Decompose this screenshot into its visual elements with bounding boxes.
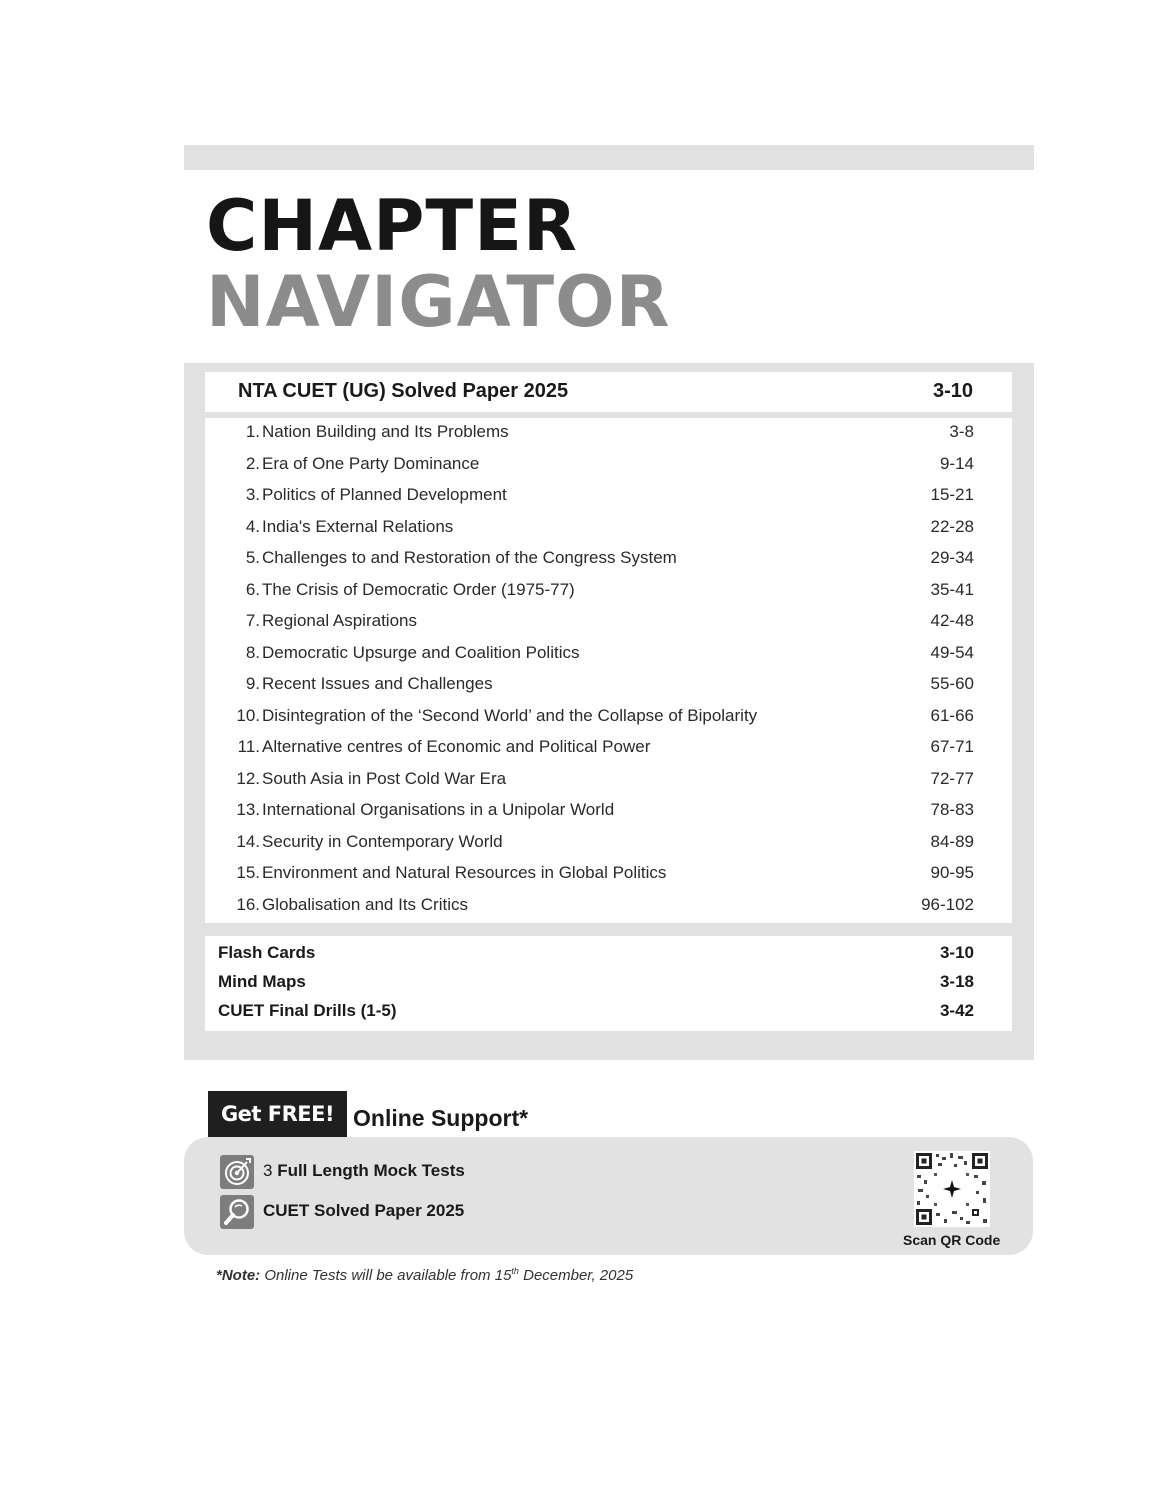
chapter-number: 3. — [245, 485, 260, 504]
chapter-row[interactable] — [205, 828, 1012, 859]
solved-paper-row[interactable] — [205, 372, 1012, 412]
chapter-title: International Organisations in a Unipolar World — [262, 800, 615, 819]
solved-paper-pages: 3-10 — [932, 380, 973, 402]
chapter-number: 12. — [236, 768, 260, 788]
extra-title: CUET Final Drills (1-5) — [218, 1001, 397, 1020]
target-icon — [220, 1155, 254, 1189]
chapter-list — [205, 418, 1012, 923]
chapter-title: Recent Issues and Challenges — [262, 674, 493, 693]
chapter-title: Politics of Planned Development — [262, 485, 507, 504]
chapter-row[interactable] — [205, 481, 1012, 512]
feature-solved-paper-label: CUET Solved Paper 2025 — [263, 1201, 465, 1220]
chapter-title: Challenges to and Restoration of the Congress System — [262, 548, 677, 567]
online-support-box — [184, 1137, 1033, 1255]
chapter-row[interactable] — [205, 513, 1012, 544]
chapter-pages: 84-89 — [930, 831, 974, 851]
chapter-pages: 42-48 — [930, 611, 974, 630]
chapter-row[interactable] — [205, 859, 1012, 890]
chapter-navigator-table — [184, 363, 1034, 1060]
chapter-row[interactable] — [205, 702, 1012, 733]
footnote-label: *Note: — [216, 1267, 261, 1284]
get-free-badge: Get FREE! — [208, 1091, 347, 1139]
chapter-row[interactable] — [205, 607, 1012, 638]
chapter-row[interactable] — [205, 544, 1012, 575]
chapter-title: South Asia in Post Cold War Era — [262, 768, 507, 788]
chapter-number: 16. — [236, 894, 260, 914]
chapter-row[interactable] — [205, 639, 1012, 670]
chapter-number: 4. — [245, 516, 260, 536]
qr-code-label: Scan QR Code — [903, 1232, 1001, 1248]
feature-mock-tests-count: 3 — [263, 1161, 278, 1180]
chapter-pages: 96-102 — [921, 894, 974, 914]
chapter-pages: 90-95 — [930, 863, 974, 882]
chapter-pages: 22-28 — [930, 516, 974, 536]
chapter-pages: 67-71 — [930, 737, 974, 756]
chapter-title: Regional Aspirations — [262, 611, 417, 630]
chapter-pages: 49-54 — [930, 642, 974, 662]
footnote-text: Online Tests will be available from 15 — [260, 1267, 512, 1284]
chapter-pages: 35-41 — [930, 579, 974, 599]
extra-title: Flash Cards — [218, 943, 316, 962]
chapter-row[interactable] — [205, 576, 1012, 607]
chapter-title: Security in Contemporary World — [262, 831, 503, 851]
extra-title: Mind Maps — [218, 972, 306, 991]
chapter-title: Globalisation and Its Critics — [262, 894, 468, 914]
extras-list — [205, 936, 1012, 1031]
chapter-title: The Crisis of Democratic Order (1975-77) — [262, 579, 575, 599]
feature-mock-tests[interactable] — [263, 1161, 465, 1181]
footnote-text-end: December, 2025 — [518, 1267, 634, 1284]
chapter-number: 10. — [236, 705, 260, 725]
chapter-title: Disintegration of the ‘Second World’ and the Collapse of Bipolarity — [262, 705, 758, 725]
page-title-chapter: CHAPTER — [206, 185, 578, 267]
chapter-pages: 9-14 — [939, 453, 974, 473]
chapter-number: 5. — [245, 548, 260, 567]
chapter-row[interactable] — [205, 796, 1012, 827]
extra-pages: 3-18 — [939, 972, 974, 991]
extra-pages: 3-10 — [939, 943, 974, 962]
chapter-row[interactable] — [205, 418, 1012, 449]
footnote-superscript: th — [511, 1266, 519, 1276]
chapter-title: Nation Building and Its Problems — [262, 422, 509, 441]
chapter-number: 2. — [245, 453, 260, 473]
magnifier-icon — [220, 1195, 254, 1229]
chapter-number: 15. — [236, 863, 260, 882]
chapter-number: 8. — [245, 642, 260, 662]
chapter-number: 7. — [245, 611, 260, 630]
chapter-number: 6. — [245, 579, 260, 599]
chapter-row[interactable] — [205, 765, 1012, 796]
chapter-number: 13. — [236, 800, 260, 819]
chapter-title: Democratic Upsurge and Coalition Politics — [262, 642, 580, 662]
chapter-number: 11. — [237, 737, 260, 756]
chapter-pages: 78-83 — [930, 800, 974, 819]
chapter-row[interactable] — [205, 891, 1012, 922]
extra-pages: 3-42 — [939, 1001, 974, 1020]
feature-mock-tests-label: Full Length Mock Tests — [277, 1161, 465, 1180]
online-support-label: Online Support* — [353, 1105, 529, 1131]
chapter-title: Environment and Natural Resources in Global Politics — [262, 863, 667, 882]
header-bar — [184, 145, 1034, 170]
chapter-pages: 61-66 — [930, 705, 974, 725]
chapter-title: India's External Relations — [262, 516, 454, 536]
extra-row-final-drills[interactable] — [205, 997, 1012, 1026]
feature-solved-paper[interactable] — [263, 1201, 464, 1221]
chapter-pages: 55-60 — [930, 674, 974, 693]
chapter-title: Era of One Party Dominance — [262, 453, 480, 473]
chapter-number: 14. — [236, 831, 260, 851]
chapter-row[interactable] — [205, 450, 1012, 481]
page-title-navigator: NAVIGATOR — [206, 261, 671, 343]
chapter-number: 1. — [245, 422, 260, 441]
chapter-row[interactable] — [205, 670, 1012, 701]
chapter-pages: 72-77 — [930, 768, 974, 788]
footnote — [216, 1266, 633, 1284]
chapter-title: Alternative centres of Economic and Political Power — [262, 737, 651, 756]
chapter-pages: 15-21 — [930, 485, 974, 504]
chapter-pages: 29-34 — [930, 548, 974, 567]
extra-row-mind-maps[interactable] — [205, 968, 1012, 997]
qr-code[interactable] — [914, 1151, 990, 1227]
solved-paper-title: NTA CUET (UG) Solved Paper 2025 — [238, 380, 569, 402]
chapter-row[interactable] — [205, 733, 1012, 764]
extra-row-flash-cards[interactable] — [205, 939, 1012, 968]
chapter-pages: 3-8 — [949, 422, 974, 441]
chapter-number: 9. — [245, 674, 260, 693]
